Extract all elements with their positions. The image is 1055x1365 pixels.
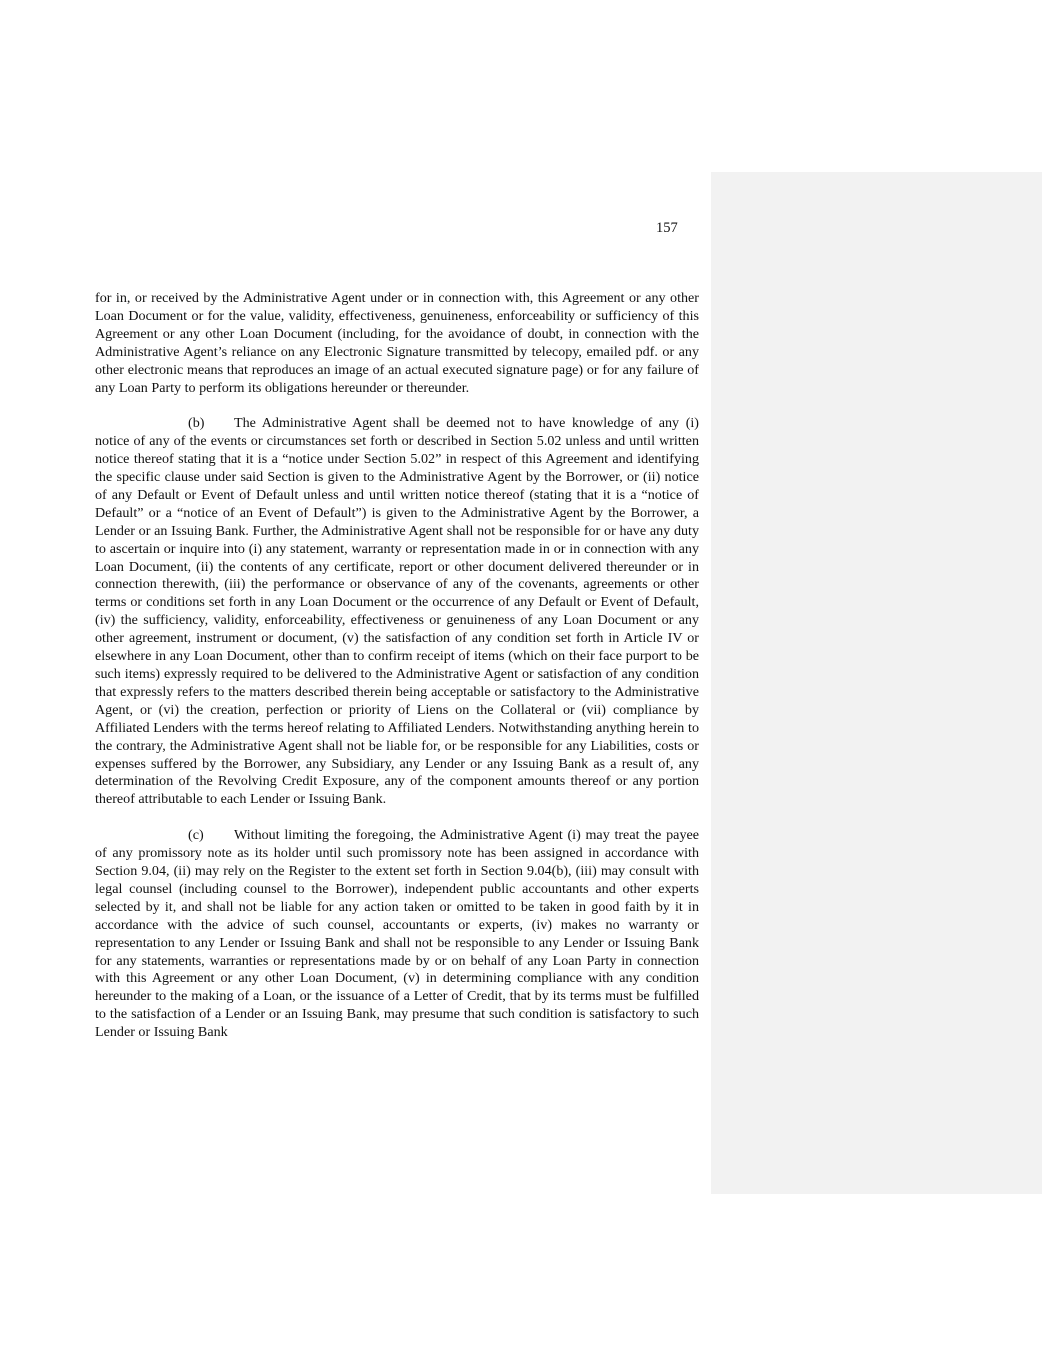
paragraph-continuation bbox=[95, 290, 699, 397]
paragraph-label: (c) bbox=[188, 827, 204, 844]
paragraph-text: for in, or received by the Administrative Agent under or in connection with, this Agreement or any other Loan Document or for the value, validity, effectiveness, genuineness, enforceability or sufficiency of this Agreement or any other Loan Document (including, for the avoidance of doubt, in connection with the Administrative Agent’s reliance on any Electronic Signature transmitted by telecopy, emailed pdf. or any other electronic means that reproduces an image of an actual executed signature page) or for any failure of any Loan Party to perform its obligations hereunder or thereunder. bbox=[95, 290, 699, 396]
paragraph-label: (b) bbox=[188, 415, 205, 432]
comment-pane bbox=[711, 172, 1042, 1194]
document-body bbox=[95, 290, 699, 1060]
page-number: 157 bbox=[656, 220, 678, 236]
paragraph-b bbox=[95, 415, 699, 809]
paragraph-text: The Administrative Agent shall be deemed not to have knowledge of any (i) notice of any of the events or circumstances set forth or described in Section 5.02 unless and until written notice thereof stating that it is a “notice under Section 5.02” in respect of this Agreement and identifying the specific clause under said Section is given to the Administrative Agent by the Borrower, or (ii) notice of any Default or Event of Default unless and until written notice thereof (stating that it is a “notice of Default” or a “notice of an Event of Default”) is given to the Administrative Agent by the Borrower, a Lender or an Issuing Bank. Further, the Administrative Agent shall not be responsible for or have any duty to ascertain or inquire into (i) any statement, warranty or representation made in or in connection with any Loan Document, (ii) the contents of any certificate, report or other document delivered thereunder or in connection therewith, (iii) the performance or observance of any of the covenants, agreements or other terms or conditions set forth in any Loan Document or the occurrence of any Default or Event of Default, (iv) the sufficiency, validity, enforceability, effectiveness or genuineness of any Loan Document or any other agreement, instrument or document, (v) the satisfaction of any condition set forth in Article IV or elsewhere in any Loan Document, other than to confirm receipt of items (which on their face purport to be such items) expressly required to be delivered to the Administrative Agent or satisfaction of any condition that expressly refers to the matters described therein being acceptable or satisfactory to the Administrative Agent, or (vi) the creation, perfection or priority of Liens on the Collateral or (vii) compliance by Affiliated Lenders with the terms hereof relating to Affiliated Lenders. Notwithstanding anything herein to the contrary, the Administrative Agent shall not be liable for, or be responsible for any Liabilities, costs or expenses suffered by the Borrower, any Subsidiary, any Lender or any Issuing Bank as a result of, any determination of the Revolving Credit Exposure, any of the component amounts thereof or any portion thereof attributable to each Lender or Issuing Bank. bbox=[95, 415, 699, 808]
paragraph-text: Without limiting the foregoing, the Administrative Agent (i) may treat the payee of any promissory note as its holder until such promissory note has been assigned in accordance with Section 9.04, (ii) may rely on the Register to the extent set forth in Section 9.04(b), (iii) may consult with legal counsel (including counsel to the Borrower), independent public accountants and other experts selected by it, and shall not be liable for any action taken or omitted to be taken in good faith by it in accordance with the advice of such counsel, accountants or experts, (iv) makes no warranty or representation to any Lender or Issuing Bank and shall not be responsible to any Lender or Issuing Bank for any statements, warranties or representations made by or on behalf of any Loan Party in connection with this Agreement or any other Loan Document, (v) in determining compliance with any condition hereunder to the making of a Loan, or the issuance of a Letter of Credit, that by its terms must be fulfilled to the satisfaction of a Lender or an Issuing Bank, may presume that such condition is satisfactory to such Lender or Issuing Bank bbox=[95, 827, 699, 1041]
paragraph-c bbox=[95, 827, 699, 1042]
